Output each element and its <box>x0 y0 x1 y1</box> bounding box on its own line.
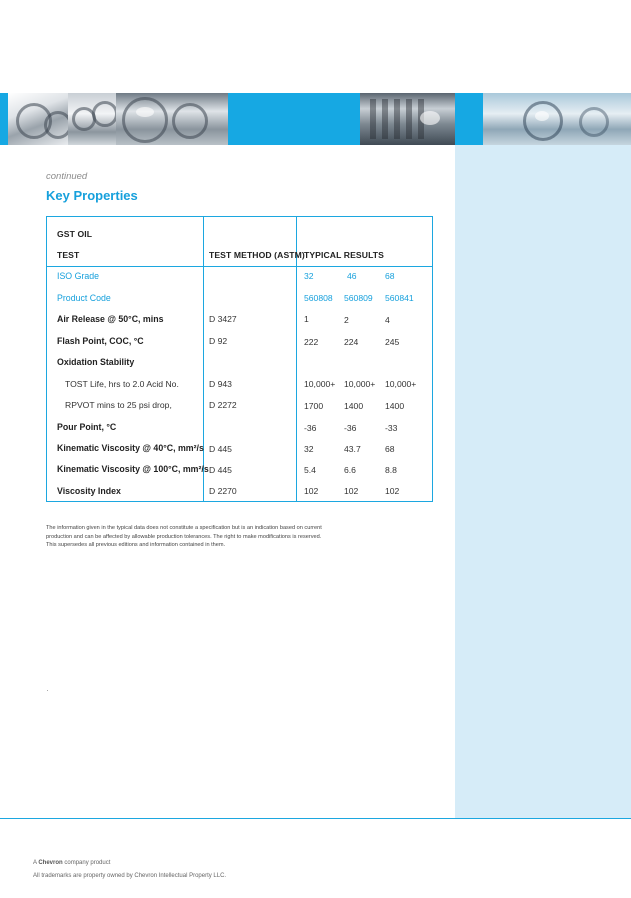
footer-divider <box>0 818 631 819</box>
table-cell-method: D 2272 <box>209 400 237 410</box>
table-row-label: Pour Point, °C <box>57 422 117 432</box>
table-cell: 102 <box>385 486 400 496</box>
header-banner <box>0 93 631 145</box>
table-header-results: TYPICAL RESULTS <box>304 250 384 260</box>
table-header-oil: GST OIL <box>57 229 93 239</box>
table-row-label: Oxidation Stability <box>57 357 135 367</box>
continued-label: continued <box>46 171 88 182</box>
table-cell: 224 <box>344 337 359 347</box>
table-cell-method: D 2270 <box>209 486 237 496</box>
table-cell: 1400 <box>385 401 405 411</box>
table-cell: 560808 <box>304 293 333 303</box>
banner-strip <box>238 93 361 145</box>
footer-brand: Chevron <box>38 860 63 866</box>
footer-company <box>33 860 110 866</box>
banner-photo-bearing <box>8 93 68 145</box>
banner-strip <box>228 93 238 145</box>
table-cell: 222 <box>304 337 319 347</box>
table-cell-method: D 445 <box>209 465 232 475</box>
table-row-label: Product Code <box>57 293 111 303</box>
banner-photo-bearing-2 <box>68 93 116 145</box>
table-cell: -36 <box>304 423 317 433</box>
banner-strip <box>455 93 483 145</box>
table-cell: 4 <box>385 315 390 325</box>
table-row-label: TOST Life, hrs to 2.0 Acid No. <box>65 379 179 389</box>
table-cell-method: D 445 <box>209 444 232 454</box>
banner-strip <box>0 93 8 145</box>
footer-suffix: company product <box>64 860 111 866</box>
table-row-label: Kinematic Viscosity @ 100°C, mm²/s <box>57 464 209 474</box>
table-cell-method: D 92 <box>209 336 228 346</box>
banner-photo-gears <box>360 93 455 145</box>
table-cell: 1 <box>304 314 309 324</box>
table-cell: 102 <box>304 486 319 496</box>
footer-prefix: A <box>33 860 37 866</box>
table-cell: 10,000+ <box>385 379 417 389</box>
table-cell: 6.6 <box>344 465 356 475</box>
table-cell: 560809 <box>344 293 373 303</box>
table-cell-method: D 943 <box>209 379 232 389</box>
key-properties-table <box>46 216 433 502</box>
table-cell: 102 <box>344 486 359 496</box>
sidebar-panel <box>455 145 631 818</box>
table-cell: -36 <box>344 423 357 433</box>
table-cell: 5.4 <box>304 465 316 475</box>
table-row-label: ISO Grade <box>57 271 100 281</box>
disclaimer-line: This supersedes all previous editions and information contained in them. <box>46 542 226 549</box>
table-cell: 46 <box>347 271 357 281</box>
table-header-test: TEST <box>57 250 80 260</box>
disclaimer-text <box>46 524 426 550</box>
table-header-rule <box>47 266 432 267</box>
banner-photo-machinery <box>483 93 631 145</box>
section-title: Key Properties <box>46 188 138 203</box>
table-cell: 32 <box>304 271 314 281</box>
table-row-label: Viscosity Index <box>57 486 121 496</box>
table-divider <box>203 217 204 501</box>
table-row-label: Flash Point, COC, °C <box>57 336 144 346</box>
footer-trademark: All trademarks are property owned by Chevron Intellectual Property LLC. <box>33 873 227 879</box>
table-cell: 68 <box>385 444 395 454</box>
table-cell: 32 <box>304 444 314 454</box>
table-cell: 2 <box>344 315 349 325</box>
table-cell-method: D 3427 <box>209 314 237 324</box>
table-header-method: TEST METHOD (ASTM) <box>209 250 305 260</box>
table-cell: 8.8 <box>385 465 397 475</box>
disclaimer-line: The information given in the typical data does not constitute a specification but is an indication based on current <box>46 525 322 531</box>
table-cell: 10,000+ <box>304 379 336 389</box>
table-cell: 1700 <box>304 401 324 411</box>
table-cell: 1400 <box>344 401 364 411</box>
table-cell: -33 <box>385 423 398 433</box>
table-cell: 43.7 <box>344 444 361 454</box>
page-mark <box>47 690 48 691</box>
banner-photo-bearing-3 <box>116 93 228 145</box>
disclaimer-line: production and can be affected by allowable production tolerances. The right to make modifications is reserved. <box>46 533 322 540</box>
table-cell: 245 <box>385 337 400 347</box>
table-row-label: RPVOT mins to 25 psi drop, <box>65 400 172 410</box>
table-row-label: Air Release @ 50°C, mins <box>57 314 164 324</box>
table-cell: 10,000+ <box>344 379 376 389</box>
table-cell: 68 <box>385 271 395 281</box>
table-row-label: Kinematic Viscosity @ 40°C, mm²/s <box>57 443 204 453</box>
table-cell: 560841 <box>385 293 414 303</box>
